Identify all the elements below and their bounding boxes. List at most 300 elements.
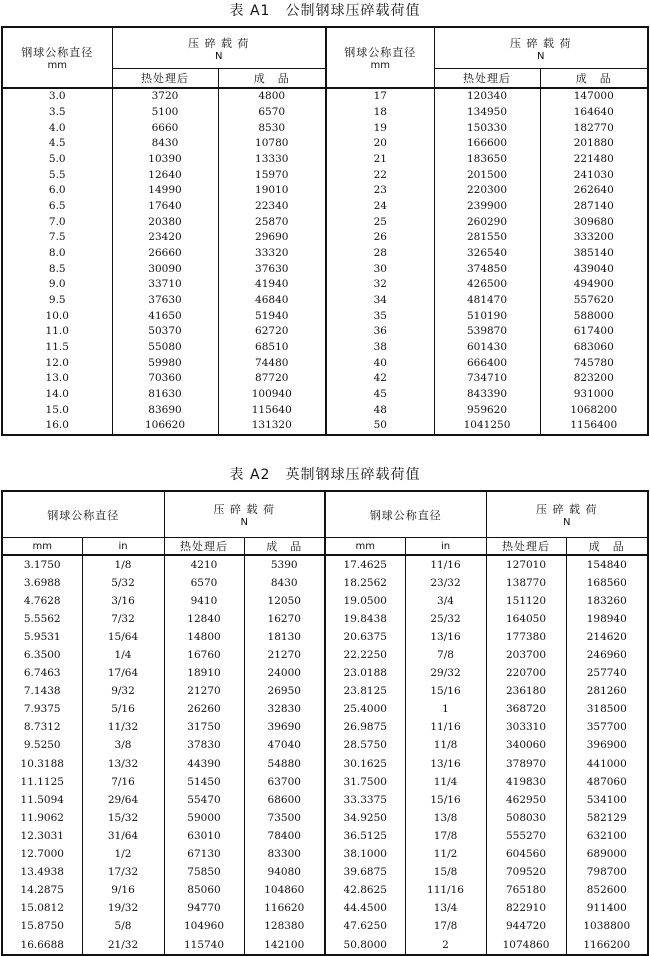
table-a2-title: 表 A2 英制钢球压碎载荷值: [229, 467, 421, 483]
a2-left-cell: 12050: [267, 594, 301, 607]
a2-right-cell: 689000: [586, 848, 627, 861]
a2-right-cell: 582129: [586, 811, 627, 824]
a2-right-cell: 31.7500: [325, 773, 405, 791]
a1-left-cell: 29690: [255, 231, 289, 244]
a2-left-cell: 104960: [164, 918, 244, 936]
a2-left-cell: 6.3500: [2, 646, 82, 664]
a2-left-cell: 3.6988: [2, 574, 82, 592]
a2-left-cell: 7.1438: [2, 683, 82, 701]
a1-left-cell: 26660: [112, 246, 218, 262]
a1-finished-header-left: 成 品: [218, 69, 326, 89]
a2-right-cell: 23.8125: [325, 683, 405, 701]
a1-right-cell: 287140: [573, 200, 614, 213]
a1-right-cell: 494900: [573, 278, 614, 291]
a2-left-cell: 1/2: [82, 846, 164, 864]
a2-left-cell: 24000: [267, 667, 301, 680]
imperial-ball-crush-load-table: [1, 490, 649, 956]
a1-left-cell: 15.0: [2, 402, 112, 418]
a1-right-cell: 40: [326, 355, 434, 371]
a1-right-cell: 32: [326, 277, 434, 293]
table-row: [2, 864, 648, 882]
a1-left-cell: 4.5: [2, 136, 112, 152]
table-row: [2, 791, 648, 809]
a1-right-cell: 601430: [434, 340, 540, 356]
a1-right-cell: 959620: [434, 402, 540, 418]
a1-right-cell: 42: [326, 371, 434, 387]
a1-right-cell: 18: [326, 105, 434, 121]
a2-left-cell: 9410: [164, 592, 244, 610]
a1-left-cell: 51940: [255, 309, 289, 322]
a1-right-cell: 166600: [434, 136, 540, 152]
a2-left-cell: 9/32: [82, 683, 164, 701]
a2-right-cell: 11/16: [405, 555, 486, 574]
a1-left-cell: 14990: [112, 183, 218, 199]
a2-diameter-header-left: 钢球公称直径: [2, 491, 164, 538]
a1-right-cell: 241030: [573, 168, 614, 181]
a2-left-cell: 6570: [164, 574, 244, 592]
a1-left-cell: 6.0: [2, 183, 112, 199]
a1-load-unit-left: N: [215, 50, 223, 62]
table-row: [2, 371, 648, 387]
a2-right-cell: 604560: [486, 846, 566, 864]
a2-right-cell: 257740: [586, 667, 627, 680]
a2-right-cell: 154840: [586, 558, 627, 571]
a2-right-cell: 1074860: [486, 936, 566, 955]
a2-left-cell: 1/8: [82, 555, 164, 574]
table-row: [2, 167, 648, 183]
a2-left-cell: 5/16: [82, 701, 164, 719]
a1-left-cell: 87720: [255, 372, 289, 385]
a1-right-cell: 510190: [434, 308, 540, 324]
a1-right-cell: 50: [326, 418, 434, 435]
a1-left-cell: 41650: [112, 308, 218, 324]
a1-left-cell: 4.0: [2, 120, 112, 136]
a2-left-cell: 104860: [264, 884, 305, 897]
a1-left-cell: 50370: [112, 324, 218, 340]
a2-right-cell: 303310: [486, 719, 566, 737]
a2-load-label-right: 压 碎 载 荷: [536, 503, 598, 516]
a2-right-cell: 487060: [586, 775, 627, 788]
a2-left-cell: 17/64: [82, 665, 164, 683]
table-row: [2, 683, 648, 701]
a2-left-cell: 9.5250: [2, 737, 82, 755]
a2-left-cell: 13.4938: [2, 864, 82, 882]
table-row: [2, 882, 648, 900]
table-row: [2, 574, 648, 592]
a1-diameter-unit-right: mm: [370, 60, 390, 71]
a1-load-label-right: 压 碎 载 荷: [510, 36, 572, 50]
a1-left-cell: 37630: [112, 293, 218, 309]
a1-right-cell: 262640: [573, 184, 614, 197]
a1-right-cell: 281550: [434, 230, 540, 246]
a2-load-unit-left: N: [240, 517, 248, 528]
a2-mm-header-left: mm: [2, 538, 82, 556]
a1-right-cell: 45: [326, 387, 434, 403]
a2-left-cell: 115740: [164, 936, 244, 955]
a2-right-cell: 168560: [586, 576, 627, 589]
a2-diameter-header-right: 钢球公称直径: [325, 491, 486, 538]
a1-left-cell: 7.5: [2, 230, 112, 246]
a1-right-cell: 666400: [434, 355, 540, 371]
a2-left-cell: 59000: [164, 809, 244, 827]
a2-left-cell: 12.3031: [2, 827, 82, 845]
a2-left-cell: 21270: [164, 683, 244, 701]
a1-right-cell: 20: [326, 136, 434, 152]
a2-left-cell: 5.9531: [2, 628, 82, 646]
a2-right-cell: 508030: [486, 809, 566, 827]
a1-diameter-header: [2, 27, 112, 88]
table-row: [2, 918, 648, 936]
a2-right-cell: 11/8: [405, 737, 486, 755]
a1-left-cell: 100940: [251, 388, 292, 401]
a1-right-cell: 21: [326, 152, 434, 168]
a2-left-cell: 15/32: [82, 809, 164, 827]
a2-left-cell: 31/64: [82, 827, 164, 845]
a2-right-cell: 33.3375: [325, 791, 405, 809]
a2-right-cell: 151120: [486, 592, 566, 610]
a2-right-cell: 798700: [586, 866, 627, 879]
table-row: [2, 88, 648, 105]
a1-left-cell: 12.0: [2, 355, 112, 371]
a1-left-cell: 6660: [112, 120, 218, 136]
a1-left-cell: 33710: [112, 277, 218, 293]
a2-right-cell: 26.9875: [325, 719, 405, 737]
a2-left-cell: 14.2875: [2, 882, 82, 900]
a2-left-cell: 5/32: [82, 574, 164, 592]
a2-right-cell: 127010: [486, 555, 566, 574]
a2-right-cell: 462950: [486, 791, 566, 809]
a1-right-cell: 843390: [434, 387, 540, 403]
a1-right-cell: 326540: [434, 246, 540, 262]
a2-right-cell: 368720: [486, 701, 566, 719]
a2-left-cell: 21270: [267, 649, 301, 662]
a2-left-cell: 15.0812: [2, 900, 82, 918]
a2-right-cell: 42.8625: [325, 882, 405, 900]
a1-left-cell: 12640: [112, 167, 218, 183]
a2-left-cell: 12840: [164, 610, 244, 628]
a2-finished-header-right: 成 品: [566, 538, 648, 556]
a2-right-cell: 164050: [486, 610, 566, 628]
a1-right-cell: 23: [326, 183, 434, 199]
table-row: [2, 755, 648, 773]
a2-left-cell: 29/64: [82, 791, 164, 809]
a2-right-cell: 17/8: [405, 918, 486, 936]
a1-left-cell: 59980: [112, 355, 218, 371]
a1-right-cell: 683060: [573, 341, 614, 354]
a2-right-cell: 18.2562: [325, 574, 405, 592]
table-row: [2, 809, 648, 827]
a2-left-cell: 16270: [267, 612, 301, 625]
a2-left-cell: 7/32: [82, 610, 164, 628]
a1-left-cell: 62720: [255, 325, 289, 338]
a1-right-cell: 745780: [573, 356, 614, 369]
table-row: [2, 324, 648, 340]
table-row: [2, 418, 648, 435]
a2-left-cell: 4.7628: [2, 592, 82, 610]
a2-right-cell: 911400: [586, 902, 627, 915]
a2-right-cell: 34.9250: [325, 809, 405, 827]
a2-right-cell: 25.4000: [325, 701, 405, 719]
a1-left-cell: 6.5: [2, 199, 112, 215]
a2-right-cell: 318500: [586, 703, 627, 716]
a1-right-cell: 1156400: [570, 419, 618, 432]
a1-right-cell: 120340: [434, 88, 540, 105]
a1-right-cell: 333200: [573, 231, 614, 244]
a1-left-cell: 25870: [255, 215, 289, 228]
table-a1-title: 表 A1 公制钢球压碎载荷值: [229, 3, 421, 19]
table-row: [2, 387, 648, 403]
a2-right-cell: 396900: [586, 739, 627, 752]
a2-left-cell: 11.5094: [2, 791, 82, 809]
a1-left-cell: 106620: [112, 418, 218, 435]
a2-right-cell: 36.5125: [325, 827, 405, 845]
a2-right-cell: 23.0188: [325, 665, 405, 683]
a2-right-cell: 19.0500: [325, 592, 405, 610]
a2-right-cell: 47.6250: [325, 918, 405, 936]
a1-left-cell: 5.5: [2, 167, 112, 183]
a1-right-cell: 823200: [573, 372, 614, 385]
a2-right-cell: 236180: [486, 683, 566, 701]
a2-left-cell: 3/16: [82, 592, 164, 610]
a2-right-cell: 419830: [486, 773, 566, 791]
a1-right-cell: 26: [326, 230, 434, 246]
a2-left-cell: 19/32: [82, 900, 164, 918]
a2-right-cell: 281260: [586, 685, 627, 698]
a1-load-header-right: [434, 27, 648, 69]
a2-left-cell: 8.7312: [2, 719, 82, 737]
a1-finished-header-right: 成 品: [540, 69, 648, 89]
a1-left-cell: 17640: [112, 199, 218, 215]
a2-left-cell: 55470: [164, 791, 244, 809]
table-row: [2, 246, 648, 262]
table-row: [2, 773, 648, 791]
a1-right-cell: 134950: [434, 105, 540, 121]
a2-right-cell: 246960: [586, 649, 627, 662]
a1-left-cell: 5.0: [2, 152, 112, 168]
a1-left-cell: 68510: [255, 341, 289, 354]
a1-right-cell: 931000: [573, 388, 614, 401]
a1-left-cell: 4800: [258, 90, 286, 103]
table-row: [2, 105, 648, 121]
a1-left-cell: 19010: [255, 184, 289, 197]
a2-right-cell: 340060: [486, 737, 566, 755]
a2-right-cell: 111/16: [405, 882, 486, 900]
a2-left-cell: 75850: [164, 864, 244, 882]
a1-left-cell: 9.0: [2, 277, 112, 293]
a2-right-cell: 1166200: [583, 938, 631, 951]
table-row: [2, 592, 648, 610]
a1-left-cell: 70360: [112, 371, 218, 387]
table-row: [2, 120, 648, 136]
a1-right-cell: 588000: [573, 309, 614, 322]
a2-right-cell: 177380: [486, 628, 566, 646]
a2-left-cell: 18910: [164, 665, 244, 683]
a2-left-cell: 3/8: [82, 737, 164, 755]
a2-right-cell: 709520: [486, 864, 566, 882]
a1-diameter-header-right: [326, 27, 434, 88]
a2-left-cell: 94770: [164, 900, 244, 918]
a2-left-cell: 4210: [164, 555, 244, 574]
a1-right-cell: 30: [326, 261, 434, 277]
a1-left-cell: 9.5: [2, 293, 112, 309]
a2-right-cell: 44.4500: [325, 900, 405, 918]
a1-right-cell: 182770: [573, 121, 614, 134]
a1-right-cell: 201500: [434, 167, 540, 183]
table-row: [2, 827, 648, 845]
a2-right-cell: 15/8: [405, 864, 486, 882]
a2-left-cell: 11.1125: [2, 773, 82, 791]
a2-left-cell: 78400: [267, 829, 301, 842]
table-row: [2, 136, 648, 152]
a1-left-cell: 37630: [255, 262, 289, 275]
metric-ball-crush-load-table: [1, 26, 649, 436]
a2-right-cell: 378970: [486, 755, 566, 773]
table-row: [2, 199, 648, 215]
a2-right-cell: 38.1000: [325, 846, 405, 864]
a1-left-cell: 5100: [112, 105, 218, 121]
a1-left-cell: 11.0: [2, 324, 112, 340]
a2-in-header-right: in: [405, 538, 486, 556]
a2-right-cell: 138770: [486, 574, 566, 592]
a2-left-cell: 11.9062: [2, 809, 82, 827]
a1-right-cell: 38: [326, 340, 434, 356]
a2-left-cell: 7.9375: [2, 701, 82, 719]
a2-left-cell: 116620: [264, 902, 305, 915]
a2-left-cell: 18130: [267, 630, 301, 643]
a2-right-cell: 17.4625: [325, 555, 405, 574]
a1-right-cell: 150330: [434, 120, 540, 136]
a1-right-cell: 260290: [434, 214, 540, 230]
a1-left-cell: 81630: [112, 387, 218, 403]
a2-right-cell: 13/16: [405, 628, 486, 646]
a2-left-cell: 5390: [270, 558, 298, 571]
a1-left-cell: 3.5: [2, 105, 112, 121]
a1-right-cell: 239900: [434, 199, 540, 215]
a1-right-cell: 164640: [573, 106, 614, 118]
a2-load-label-left: 压 碎 载 荷: [213, 503, 275, 516]
a1-right-cell: 481470: [434, 293, 540, 309]
a2-left-cell: 63010: [164, 827, 244, 845]
table-row: [2, 261, 648, 277]
a2-left-cell: 8430: [270, 576, 298, 589]
a2-left-cell: 3.1750: [2, 555, 82, 574]
a2-right-cell: 214620: [586, 630, 627, 643]
a2-left-cell: 94080: [267, 866, 301, 879]
a1-left-cell: 8530: [258, 121, 286, 134]
a2-left-cell: 11/32: [82, 719, 164, 737]
a2-right-cell: 765180: [486, 882, 566, 900]
a2-left-cell: 128380: [264, 920, 305, 933]
a1-right-cell: 201880: [573, 137, 614, 150]
table-row: [2, 308, 648, 324]
a2-left-cell: 54880: [267, 757, 301, 770]
a2-left-cell: 10.3188: [2, 755, 82, 773]
table-row: [2, 846, 648, 864]
table-row: [2, 152, 648, 168]
a1-right-cell: 28: [326, 246, 434, 262]
a2-left-cell: 5.5562: [2, 610, 82, 628]
a1-load-header-left: [112, 27, 326, 69]
a2-left-cell: 13/32: [82, 755, 164, 773]
a1-load-label-left: 压 碎 载 荷: [188, 36, 250, 50]
a2-left-cell: 5/8: [82, 918, 164, 936]
a2-right-cell: 25/32: [405, 610, 486, 628]
a2-left-cell: 83300: [267, 848, 301, 861]
a2-right-cell: 23/32: [405, 574, 486, 592]
a2-load-header-left: [164, 491, 325, 538]
a1-left-cell: 10.0: [2, 308, 112, 324]
table-row: [2, 555, 648, 574]
a1-left-cell: 83690: [112, 402, 218, 418]
a2-right-cell: 11/16: [405, 719, 486, 737]
a2-right-cell: 17/8: [405, 827, 486, 845]
a1-diameter-label-left: 钢球公称直径: [21, 46, 94, 59]
table-row: [2, 665, 648, 683]
table-row: [2, 340, 648, 356]
a2-right-cell: 30.1625: [325, 755, 405, 773]
a2-mm-header-right: mm: [325, 538, 405, 556]
a1-right-cell: 385140: [573, 247, 614, 260]
a2-right-cell: 357700: [586, 721, 627, 734]
a1-right-cell: 557620: [573, 294, 614, 307]
table-row: [2, 610, 648, 628]
table-row: [2, 293, 648, 309]
a2-right-cell: 198940: [586, 612, 627, 625]
a1-left-cell: 74480: [255, 356, 289, 369]
a1-right-cell: 439040: [573, 262, 614, 275]
table-row: [2, 277, 648, 293]
a2-load-header-right: [486, 491, 648, 538]
a2-right-cell: 632100: [586, 829, 627, 842]
a1-left-cell: 41940: [255, 278, 289, 291]
a1-right-cell: 374850: [434, 261, 540, 277]
a2-right-cell: 13/4: [405, 900, 486, 918]
a2-right-cell: 11/2: [405, 846, 486, 864]
a1-heat-treated-header-left: 热处理后: [112, 69, 218, 89]
a2-right-cell: 7/8: [405, 646, 486, 664]
a2-left-cell: 31750: [164, 719, 244, 737]
a2-left-cell: 16760: [164, 646, 244, 664]
a2-left-cell: 39690: [267, 721, 301, 734]
a2-right-cell: 15/16: [405, 791, 486, 809]
a1-left-cell: 14.0: [2, 387, 112, 403]
a2-left-cell: 63700: [267, 775, 301, 788]
table-row: [2, 214, 648, 230]
a1-load-unit-right: N: [537, 50, 545, 62]
table-row: [2, 701, 648, 719]
a1-left-cell: 23420: [112, 230, 218, 246]
a1-right-cell: 539870: [434, 324, 540, 340]
a2-left-cell: 47040: [267, 739, 301, 752]
a2-left-cell: 51450: [164, 773, 244, 791]
table-row: [2, 183, 648, 199]
a1-left-cell: 13330: [255, 153, 289, 166]
a1-right-cell: 17: [326, 88, 434, 105]
a1-heat-treated-header-right: 热处理后: [434, 69, 540, 89]
a1-right-cell: 22: [326, 167, 434, 183]
a2-right-cell: 11/4: [405, 773, 486, 791]
a2-left-cell: 142100: [264, 938, 305, 951]
a2-left-cell: 7/16: [82, 773, 164, 791]
a2-right-cell: 1038800: [583, 920, 631, 933]
table-row: [2, 719, 648, 737]
a2-heat-treated-header-right: 热处理后: [486, 538, 566, 556]
a2-left-cell: 16.6688: [2, 936, 82, 955]
table-row: [2, 355, 648, 371]
a2-finished-header-left: 成 品: [244, 538, 325, 556]
a1-diameter-unit-left: mm: [47, 60, 67, 71]
a2-right-cell: 2: [405, 936, 486, 955]
